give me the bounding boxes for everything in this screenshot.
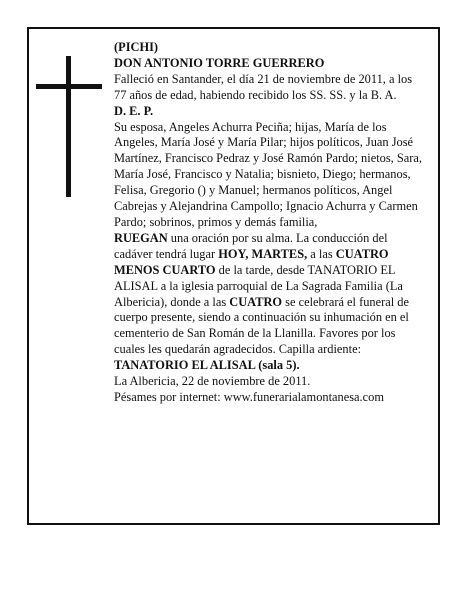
deceased-name: DON ANTONIO TORRE GUERRERO (114, 55, 325, 70)
family-list: Su esposa, Angeles Achurra Peciña; hijas, María de los Angeles, María José y María Pilar; hijos políticos, Juan José Martínez, Francisco Pedraz y José Ramón Pardo; nietos, Sara, María José, Francisco y Natalia; bisnieto, Diego; hermanos, Felisa, Gregorio () y Manuel; hermanos políticos, Angel Cabrejas y Alejandrina Campollo; Ignacio Achurra y Carmen Pardo; sobrinos, primos y demás familia, (114, 119, 422, 229)
obituary-text (114, 40, 422, 406)
procession-time: CUATRO MENOS CUARTO (114, 246, 389, 277)
place-date: La Albericia, 22 de noviembre de 2011. (114, 374, 311, 389)
dep-label: D. E. P. (114, 103, 154, 118)
funeral-request: RUEGAN una oración por su alma. La conducción del cadáver tendrá lugar HOY, MARTES, a las CUATRO MENOS CUARTO de la tarde, desde TANATORIO EL ALISAL a la iglesia parroquial de La Sagrada Familia (La Albericia), donde a las CUATRO se celebrará el funeral de cuerpo presente, siendo a continuación su inhumación en el cementerio de San Román de la Llanilla. Favores por los cuales les quedarán agradecidos. Capilla ardiente: TANATORIO EL ALISAL (sala 5). (114, 230, 409, 373)
funeral-time: CUATRO (229, 294, 283, 309)
funeral-day: HOY, MARTES, (218, 246, 308, 261)
nickname: (PICHI) (114, 40, 159, 54)
ruegan-label: RUEGAN (114, 230, 168, 245)
death-notice: Falleció en Santander, el día 21 de noviembre de 2011, a los 77 años de edad, habiendo recibido los SS. SS. y la B. A. (114, 71, 413, 102)
cross-icon-bar (36, 84, 102, 89)
chapel-location: TANATORIO EL ALISAL (sala 5). (114, 358, 300, 373)
cross-icon (66, 56, 71, 197)
condolences-line: Pésames por internet: www.funerarialamontanesa.com (114, 389, 384, 404)
